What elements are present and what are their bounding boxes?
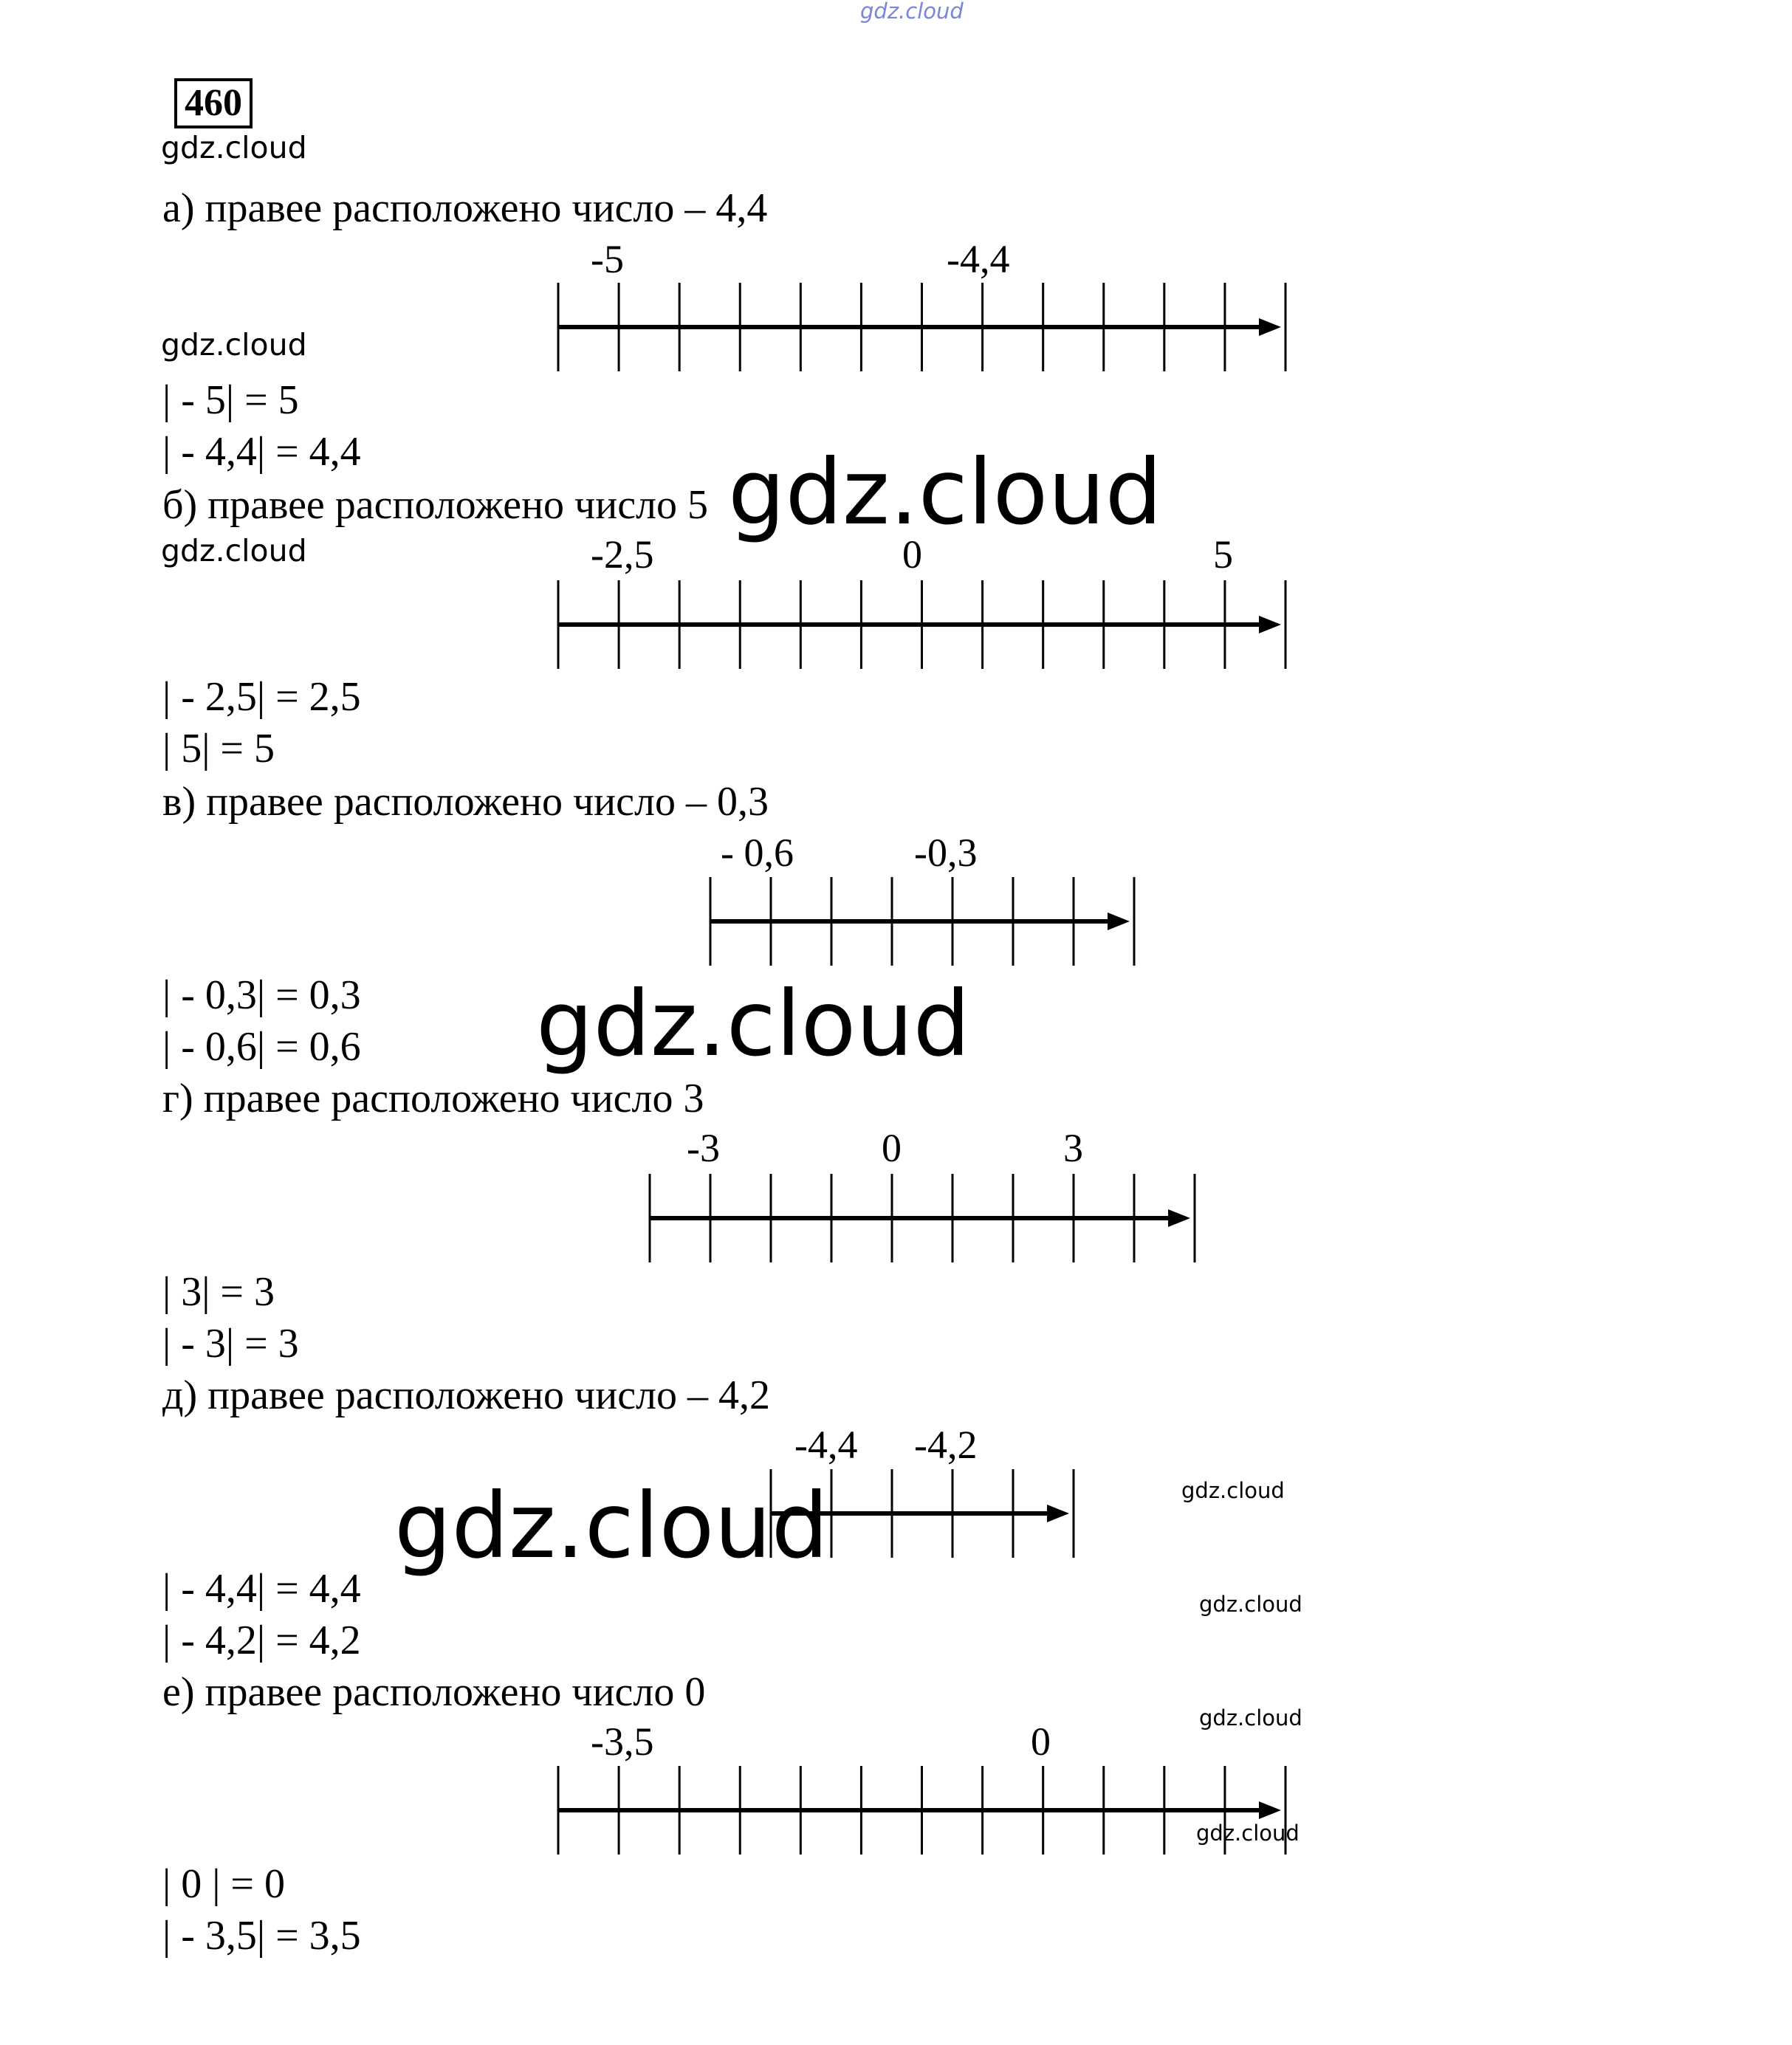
section-g-abs-1: | 3| = 3 — [162, 1269, 275, 1315]
problem-number: 460 — [174, 78, 253, 128]
axis-b-label-3: 5 — [1213, 532, 1233, 577]
watermark-section-b: gdz.cloud — [161, 533, 307, 568]
section-a-abs-1: | - 5| = 5 — [162, 377, 299, 423]
section-d-abs-1: | - 4,4| = 4,4 — [162, 1566, 361, 1612]
section-b-abs-2: | 5| = 5 — [162, 726, 275, 771]
watermark-top: gdz.cloud — [860, 0, 964, 24]
axis-d-label-2: -4,2 — [914, 1423, 978, 1467]
axis-g-label-2: 0 — [882, 1126, 902, 1170]
section-a-abs-2: | - 4,4| = 4,4 — [162, 429, 361, 475]
axis-d-label-1: -4,4 — [794, 1423, 858, 1467]
section-v-heading: в) правее расположено число – 0,3 — [162, 779, 769, 825]
section-v-abs-2: | - 0,6| = 0,6 — [162, 1024, 361, 1070]
watermark-small-3: gdz.cloud — [1199, 1705, 1302, 1730]
section-e-abs-2: | - 3,5| = 3,5 — [162, 1913, 361, 1959]
section-g-abs-2: | - 3| = 3 — [162, 1321, 299, 1367]
section-b-heading: б) правее расположено число 5 — [162, 482, 708, 528]
watermark-large-1: gdz.cloud — [728, 440, 1163, 545]
watermark-small-1: gdz.cloud — [1181, 1478, 1285, 1503]
section-d-heading: д) правее расположено число – 4,2 — [162, 1372, 770, 1418]
section-g-heading: г) правее расположено число 3 — [162, 1076, 704, 1121]
section-b-abs-1: | - 2,5| = 2,5 — [162, 674, 361, 720]
axis-e-label-2: 0 — [1031, 1719, 1051, 1764]
axis-a-label-1: -5 — [591, 237, 624, 281]
axis-b-label-2: 0 — [902, 532, 922, 577]
axis-g-label-3: 3 — [1063, 1126, 1083, 1170]
axis-b-label-1: -2,5 — [591, 532, 654, 577]
axis-e-label-1: -3,5 — [591, 1719, 654, 1764]
axis-v-label-1: - 0,6 — [721, 831, 794, 875]
section-e-abs-1: | 0 | = 0 — [162, 1861, 286, 1907]
watermark-small-2: gdz.cloud — [1199, 1592, 1302, 1617]
axis-g-label-1: -3 — [687, 1126, 720, 1170]
watermark-under-number: gdz.cloud — [161, 130, 307, 165]
axis-a-label-2: -4,4 — [947, 237, 1010, 281]
section-a-heading: а) правее расположено число – 4,4 — [162, 185, 768, 231]
axis-arrow — [1259, 1801, 1281, 1819]
section-e-heading: е) правее расположено число 0 — [162, 1669, 706, 1715]
section-d-abs-2: | - 4,2| = 4,2 — [162, 1618, 361, 1663]
watermark-large-2: gdz.cloud — [536, 972, 971, 1076]
section-v-abs-1: | - 0,3| = 0,3 — [162, 972, 361, 1018]
axis-v-label-2: -0,3 — [914, 831, 978, 875]
watermark-small-4: gdz.cloud — [1196, 1821, 1300, 1846]
watermark-large-3: gdz.cloud — [394, 1474, 829, 1578]
watermark-section-a: gdz.cloud — [161, 327, 307, 362]
